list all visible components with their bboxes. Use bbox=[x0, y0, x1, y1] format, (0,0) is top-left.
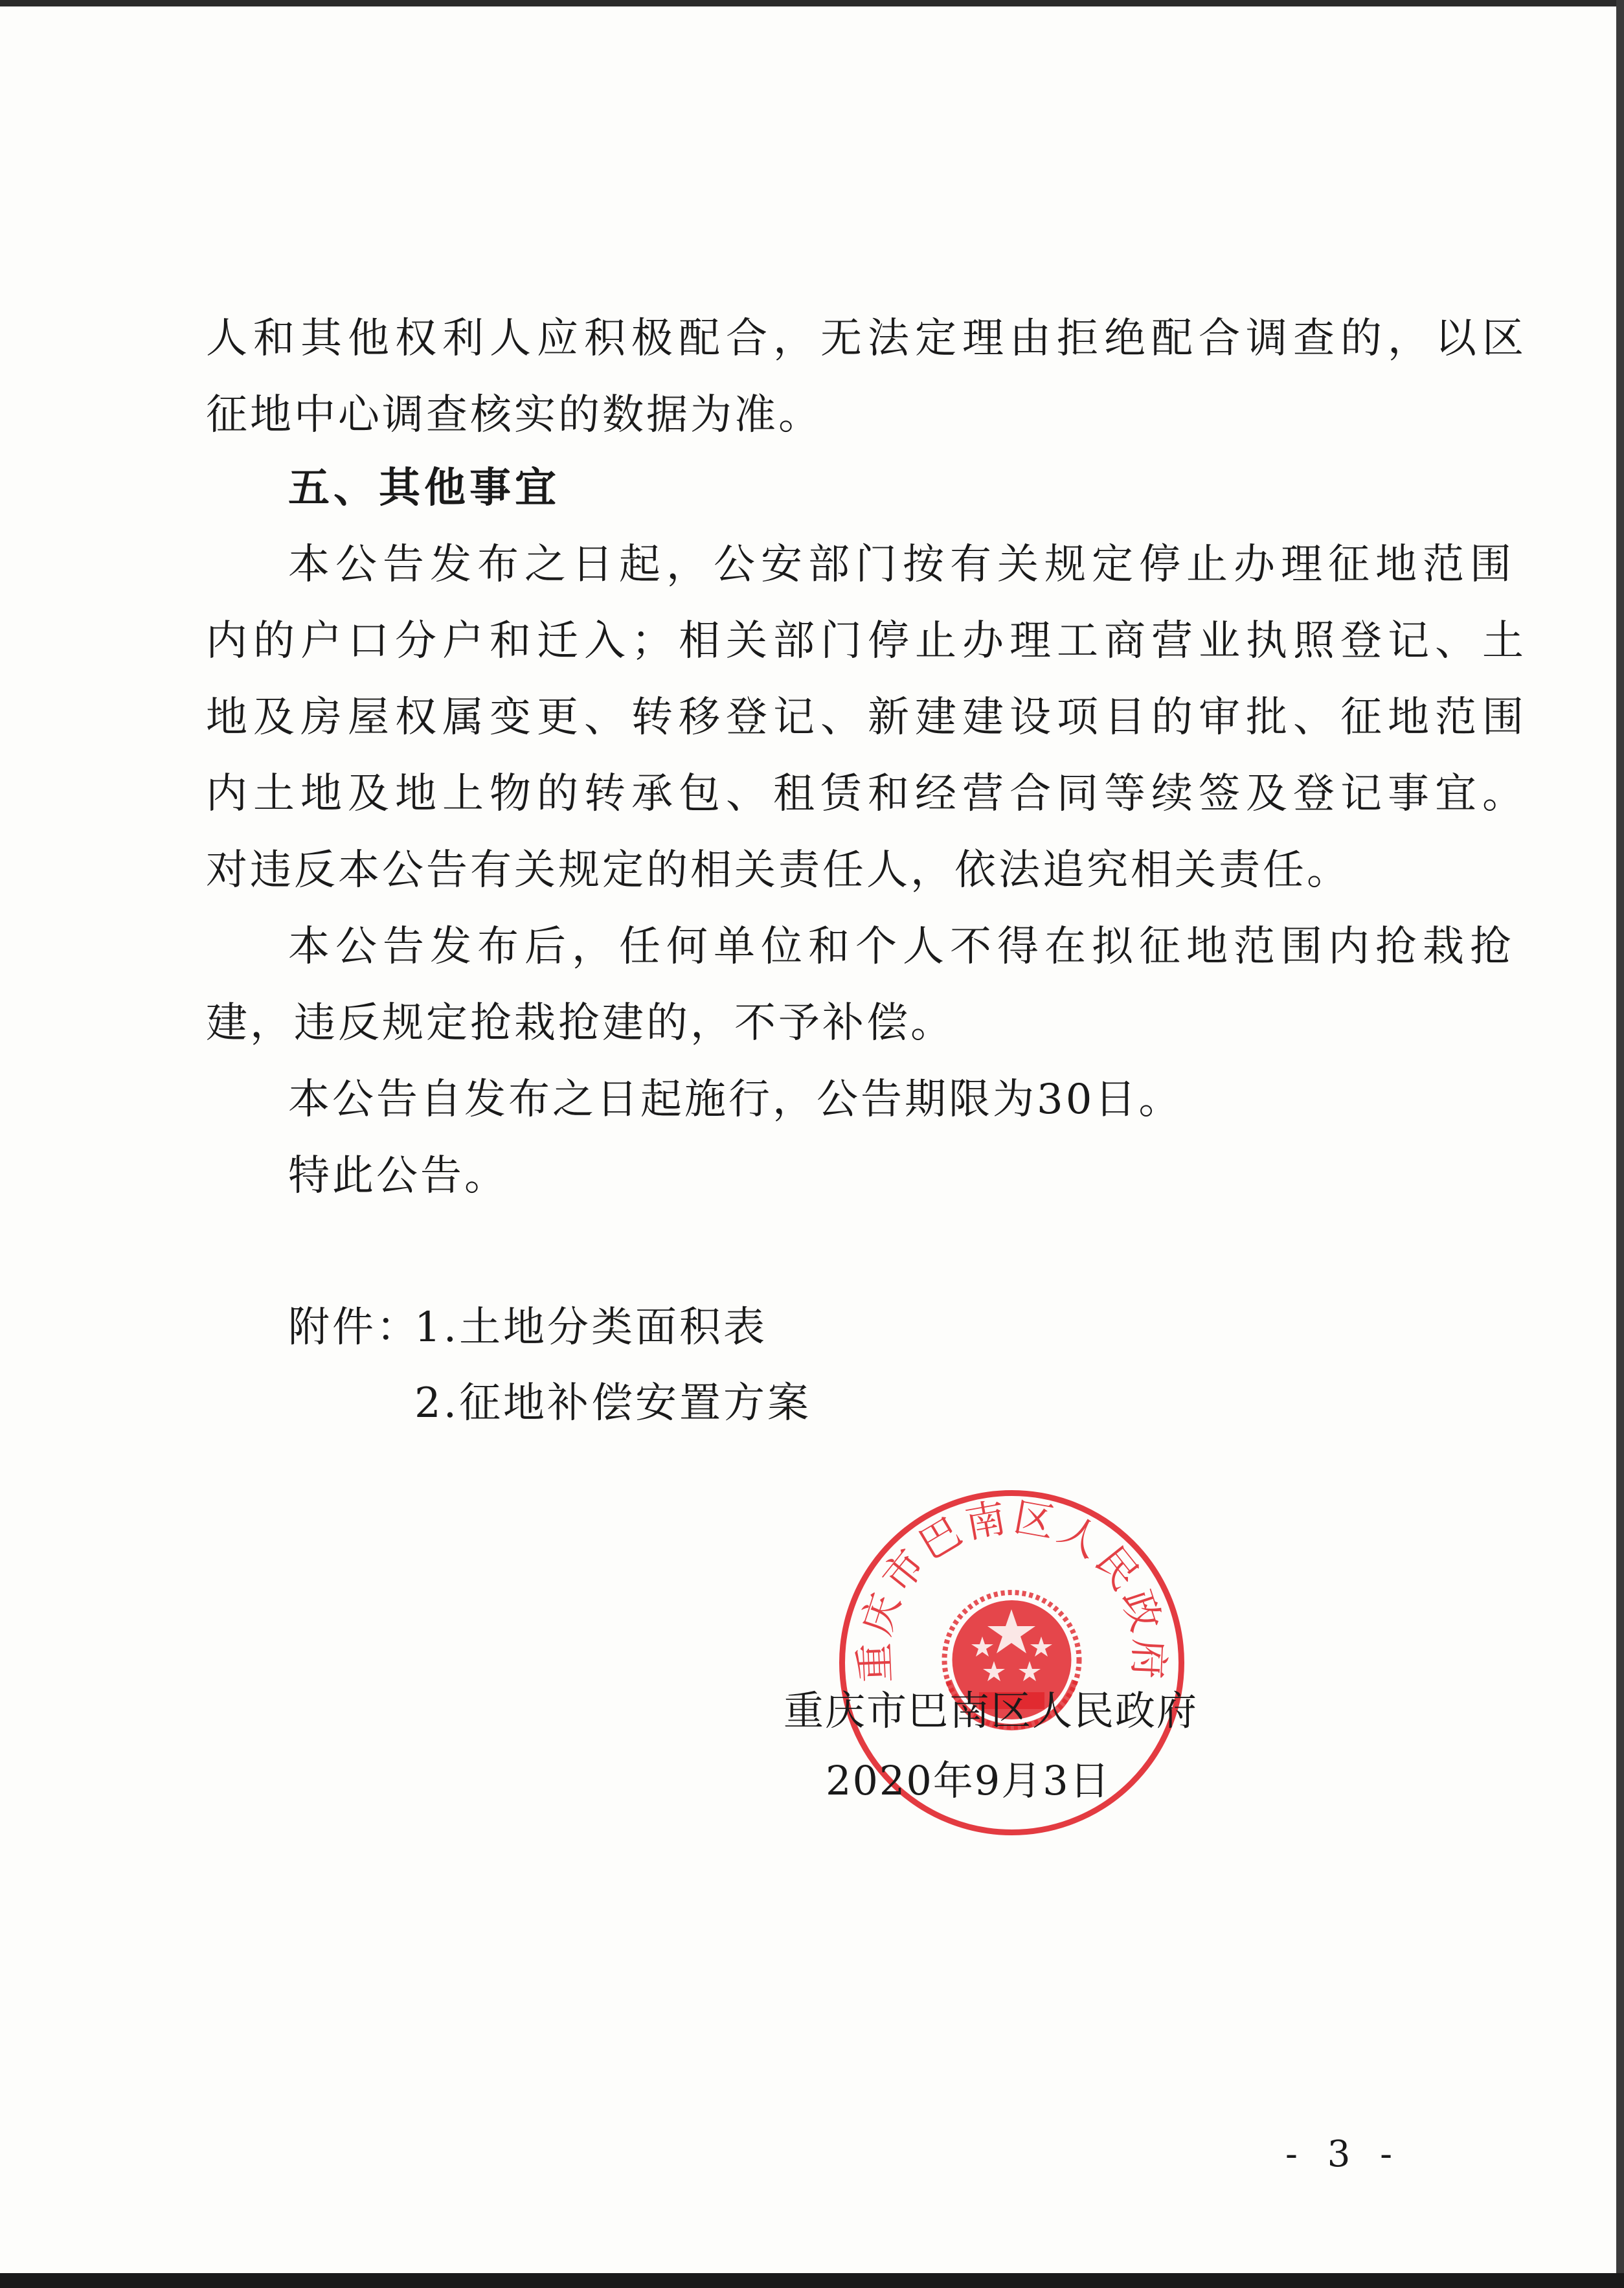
scan-border-top bbox=[0, 0, 1624, 6]
page-number: - 3 - bbox=[1285, 2133, 1402, 2175]
body-line-3: 本公告发布之日起，公安部门按有关规定停止办理征地范围 bbox=[288, 541, 1517, 589]
body-line-6: 内土地及地上物的转承包、租赁和经营合同等续签及登记事宜。 bbox=[206, 770, 1529, 818]
body-line-11: 特此公告。 bbox=[288, 1152, 508, 1200]
scan-border-bottom bbox=[0, 2273, 1624, 2288]
body-line-10: 本公告自发布之日起施行，公告期限为30日。 bbox=[288, 1076, 1183, 1124]
body-line-2: 征地中心调查核实的数据为准。 bbox=[206, 391, 822, 439]
body-line-4: 内的户口分户和迁入；相关部门停止办理工商营业执照登记、土 bbox=[206, 617, 1529, 665]
attachment-item-1: 1.土地分类面积表 bbox=[414, 1304, 768, 1352]
body-line-8: 本公告发布后，任何单位和个人不得在拟征地范围内抢栽抢 bbox=[288, 923, 1517, 971]
attachments-label: 附件： bbox=[288, 1304, 420, 1352]
issue-date: 2020年9月3日 bbox=[826, 1757, 1111, 1804]
body-line-7: 对违反本公告有关规定的相关责任人，依法追究相关责任。 bbox=[206, 846, 1351, 894]
section-heading: 五、其他事宜 bbox=[288, 464, 560, 512]
seal-text: 重庆市巴南区人民政府 bbox=[850, 1493, 1173, 1684]
body-line-1: 人和其他权利人应积极配合，无法定理由拒绝配合调查的，以区 bbox=[206, 315, 1529, 363]
body-line-9: 建，违反规定抢栽抢建的，不予补偿。 bbox=[206, 999, 954, 1047]
body-line-5: 地及房屋权属变更、转移登记、新建建设项目的审批、征地范围 bbox=[206, 694, 1529, 742]
scan-border-right bbox=[1616, 0, 1624, 2288]
issuer-name: 重庆市巴南区人民政府 bbox=[784, 1687, 1199, 1734]
attachment-item-2: 2.征地补偿安置方案 bbox=[414, 1379, 812, 1427]
